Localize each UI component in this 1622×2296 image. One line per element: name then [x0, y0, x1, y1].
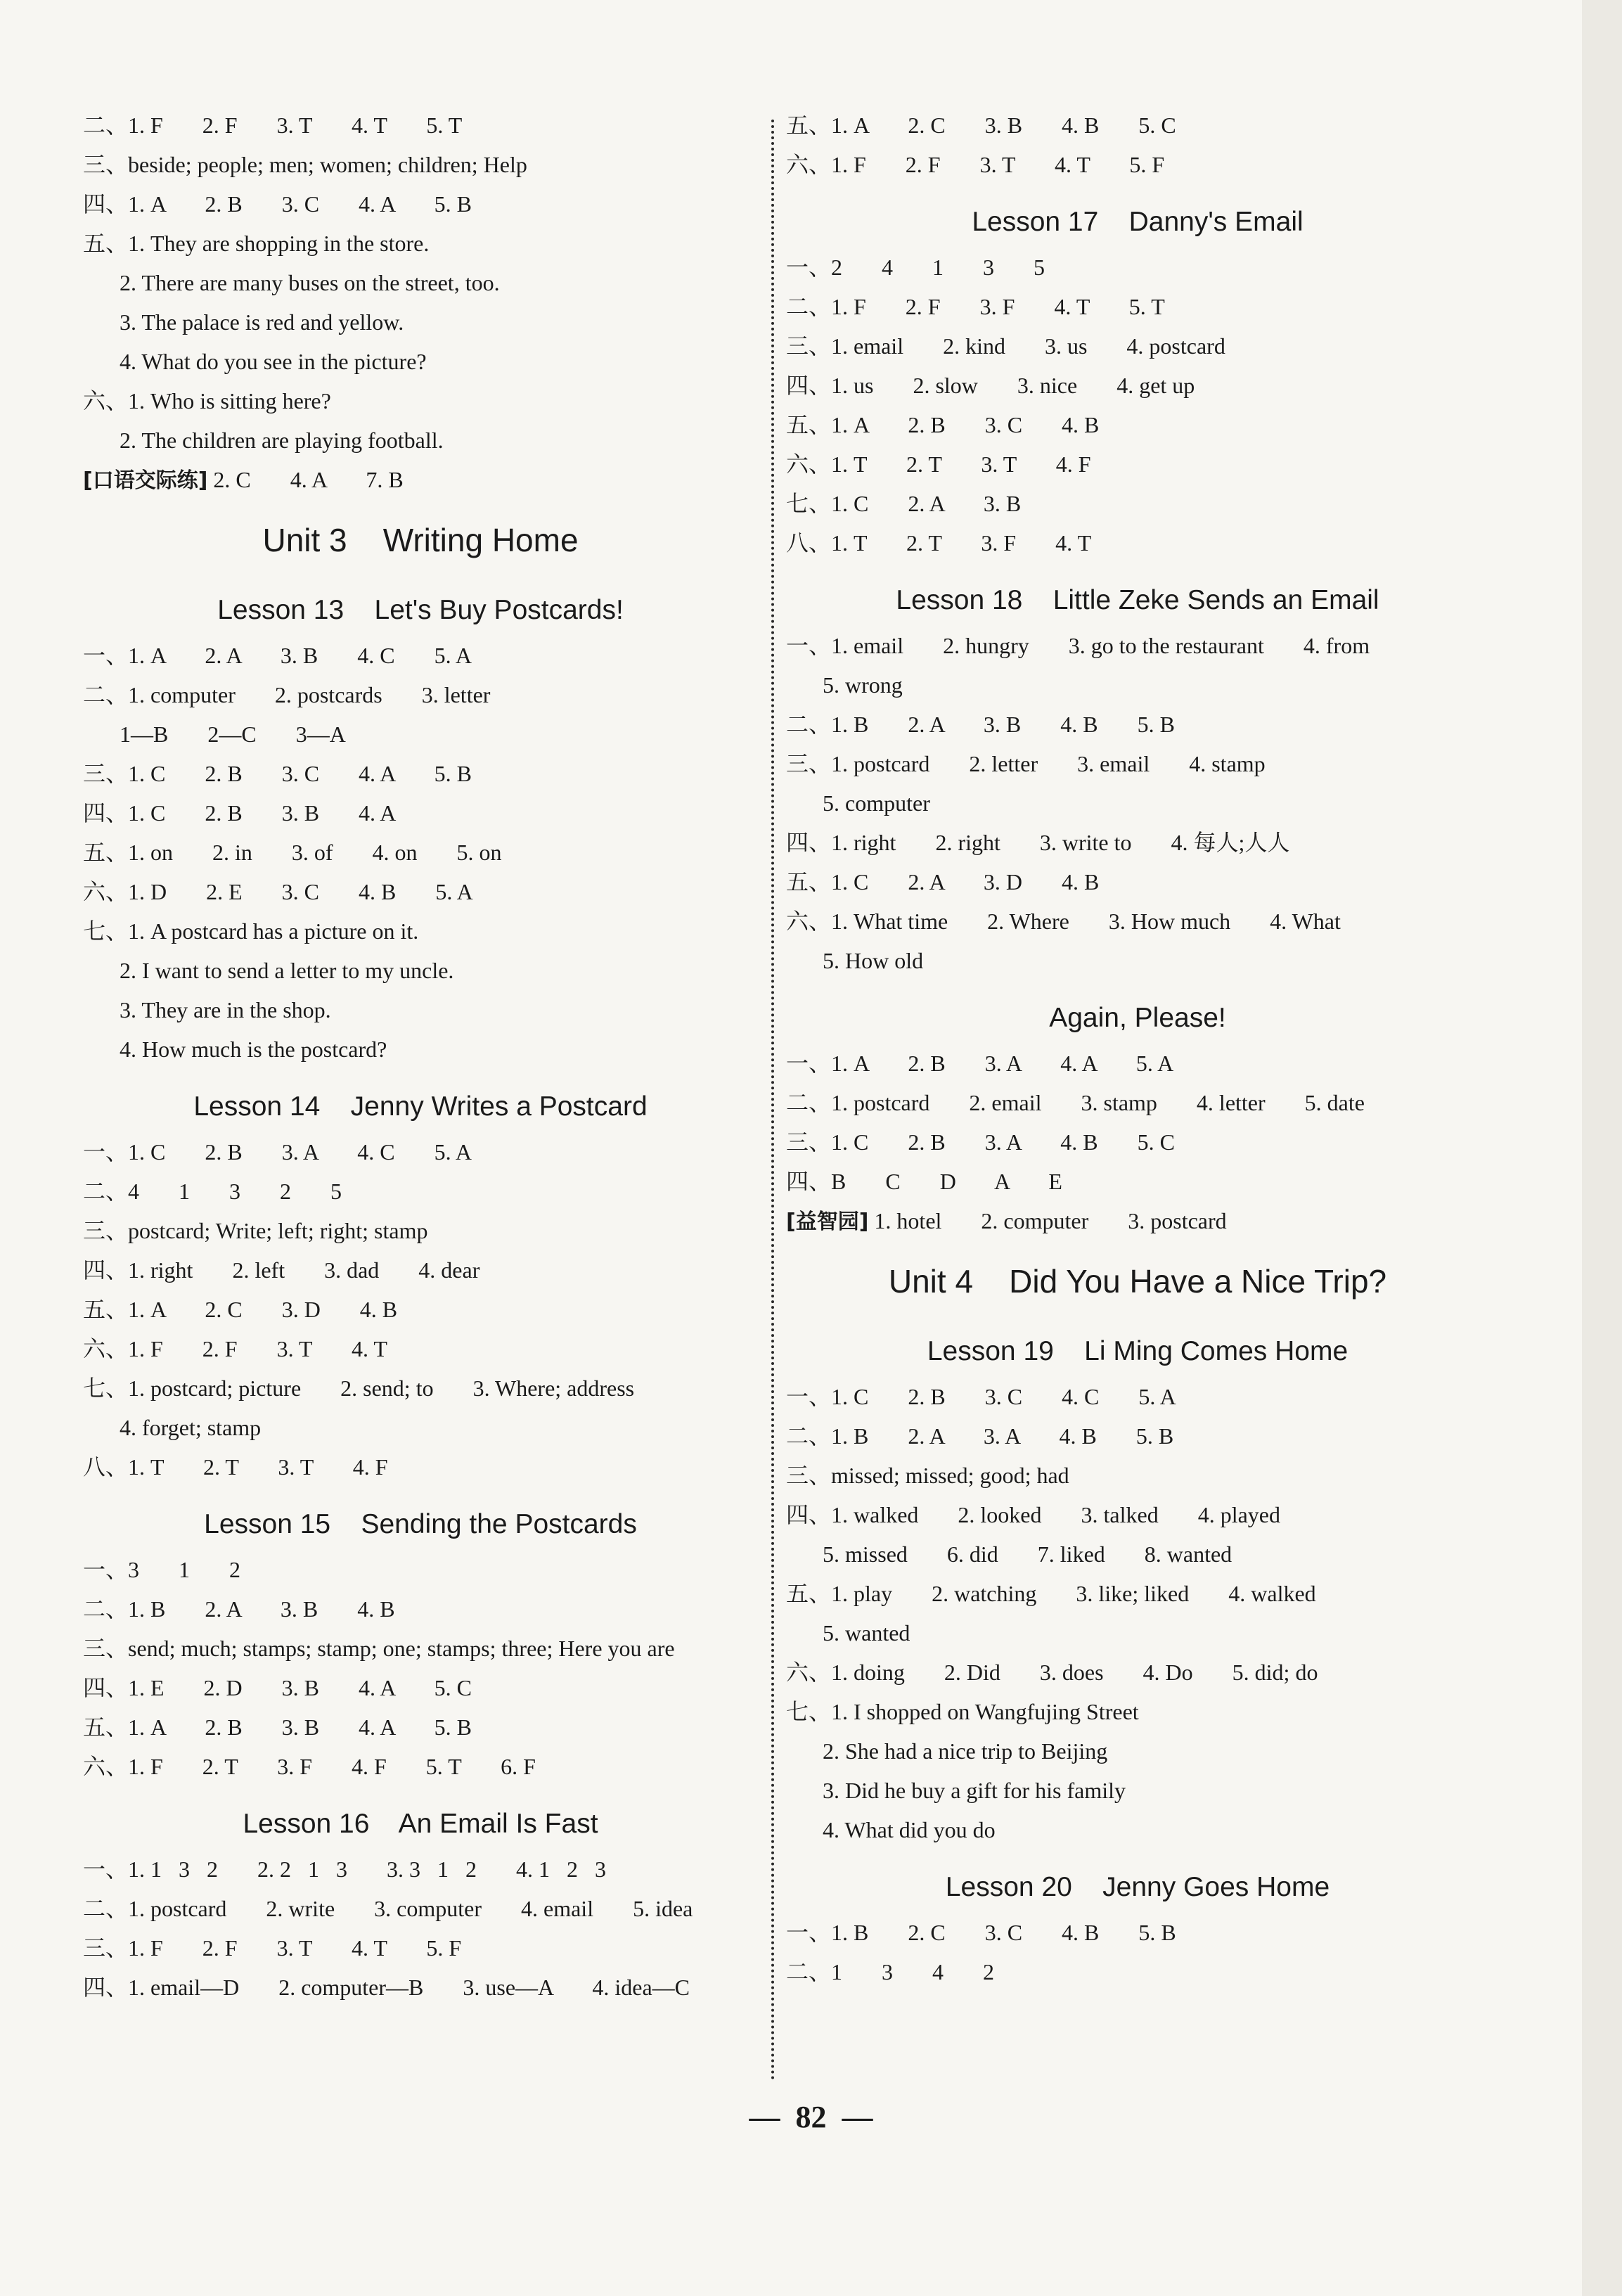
answer-line: 二、4 1 3 2 5: [83, 1179, 342, 1204]
lesson-heading: Lesson 18 Little Zeke Sends an Email: [896, 585, 1379, 615]
answer-line: 三、send; much; stamps; stamp; one; stamps; three; Here you are: [83, 1636, 675, 1661]
column-divider: [771, 120, 774, 2082]
answer-line: 四、1. A 2. B 3. C 4. A 5. B: [83, 191, 472, 217]
answer-line: 一、2 4 1 3 5: [786, 255, 1045, 280]
answer-line: 一、1. email 2. hungry 3. go to the restaurant 4. from: [786, 633, 1370, 658]
answer-line: 一、1. C 2. B 3. C 4. C 5. A: [786, 1384, 1176, 1409]
lesson-heading: Lesson 16 An Email Is Fast: [243, 1809, 598, 1839]
answer-line: 四、1. E 2. D 3. B 4. A 5. C: [83, 1675, 472, 1700]
answer-line: 六、1. doing 2. Did 3. does 4. Do 5. did; do: [786, 1660, 1318, 1685]
answer-line: 4. How much is the postcard?: [120, 1037, 387, 1062]
answer-line: 4. What do you see in the picture?: [120, 349, 427, 374]
answer-line: 二、1. F 2. F 3. F 4. T 5. T: [786, 294, 1165, 319]
answer-line: 二、1. B 2. A 3. A 4. B 5. B: [786, 1423, 1174, 1449]
answer-line: 三、1. email 2. kind 3. us 4. postcard: [786, 333, 1225, 359]
unit-heading: Unit 4 Did You Have a Nice Trip?: [888, 1263, 1387, 1300]
answer-line: 一、1. B 2. C 3. C 4. B 5. B: [786, 1920, 1176, 1945]
lesson-heading: Lesson 17 Danny's Email: [972, 207, 1304, 237]
page-number: — 82 —: [749, 2100, 873, 2134]
answer-line: 四、1. us 2. slow 3. nice 4. get up: [786, 373, 1195, 398]
answer-line: 5. missed 6. did 7. liked 8. wanted: [823, 1541, 1232, 1567]
answer-line: 一、3 1 2: [83, 1557, 241, 1582]
answer-line: 五、1. A 2. C 3. B 4. B 5. C: [786, 113, 1176, 138]
answer-line: 七、1. C 2. A 3. B: [786, 491, 1022, 516]
answer-line: 四、1. walked 2. looked 3. talked 4. played: [786, 1502, 1280, 1527]
answer-line: 3. Did he buy a gift for his family: [823, 1778, 1126, 1803]
answer-line: 六、1. Who is sitting here?: [83, 388, 331, 413]
bonus-answer-line: [83, 460, 758, 499]
answer-line: 1—B 2—C 3—A: [120, 721, 346, 747]
right-column: [786, 105, 1489, 1992]
answer-line: 四、B C D A E: [786, 1169, 1062, 1194]
answer-line: 二、1. postcard 2. write 3. computer 4. email 5. idea: [83, 1896, 693, 1921]
answer-line: 4. forget; stamp: [120, 1415, 262, 1440]
answer-line: 四、1. email—D 2. computer—B 3. use—A 4. idea—C: [83, 1975, 690, 2000]
answer-line: 一、1. A 2. B 3. A 4. A 5. A: [786, 1051, 1174, 1076]
answer-line: 3. The palace is red and yellow.: [120, 309, 404, 335]
answer-line: 五、1. on 2. in 3. of 4. on 5. on: [83, 840, 502, 865]
answer-line: 六、1. D 2. E 3. C 4. B 5. A: [83, 879, 473, 904]
unit-heading: Unit 3 Writing Home: [262, 522, 579, 558]
bonus-answer-line: [786, 1201, 1489, 1240]
answer-line: 七、1. I shopped on Wangfujing Street: [786, 1699, 1139, 1724]
answer-line: 2. The children are playing football.: [120, 428, 444, 453]
answer-line: 一、1. A 2. A 3. B 4. C 5. A: [83, 643, 472, 668]
answer-text: 2. C 4. A 7. B: [207, 467, 404, 492]
section-tag: [口语交际练]: [83, 468, 208, 493]
answer-line: 三、1. C 2. B 3. A 4. B 5. C: [786, 1129, 1175, 1155]
answer-line: 3. They are in the shop.: [120, 997, 331, 1022]
answer-line: 三、1. postcard 2. letter 3. email 4. stamp: [786, 751, 1266, 776]
answer-line: 二、1. F 2. F 3. T 4. T 5. T: [83, 113, 463, 138]
answer-line: 一、1. 1 3 2 2. 2 1 3 3. 3 1 2 4. 1 2 3: [83, 1856, 607, 1882]
answer-line: 五、1. A 2. C 3. D 4. B: [83, 1297, 398, 1322]
answer-line: 二、1. B 2. A 3. B 4. B 5. B: [786, 712, 1175, 737]
lesson-heading: Lesson 19 Li Ming Comes Home: [927, 1336, 1349, 1366]
answer-line: 二、1. computer 2. postcards 3. letter: [83, 682, 491, 707]
answer-line: 六、1. F 2. F 3. T 4. T 5. F: [786, 152, 1165, 177]
answer-line: 二、1 3 4 2: [786, 1959, 995, 1984]
answer-line: 2. I want to send a letter to my uncle.: [120, 958, 454, 983]
answer-line: 五、1. C 2. A 3. D 4. B: [786, 869, 1100, 894]
answer-line: 五、1. A 2. B 3. B 4. A 5. B: [83, 1714, 472, 1740]
scan-edge-shadow: [1582, 0, 1622, 2296]
answer-line: 2. There are many buses on the street, too.: [120, 270, 500, 295]
answer-line: 二、1. B 2. A 3. B 4. B: [83, 1596, 395, 1622]
answer-line: 五、1. A 2. B 3. C 4. B: [786, 412, 1100, 437]
answer-line: 七、1. postcard; picture 2. send; to 3. Where; address: [83, 1375, 635, 1401]
answer-line: 2. She had a nice trip to Beijing: [823, 1738, 1108, 1764]
section-tag: [益智园]: [786, 1210, 869, 1234]
answer-line: 4. What did you do: [823, 1817, 996, 1842]
answer-line: 六、1. F 2. T 3. F 4. F 5. T 6. F: [83, 1754, 536, 1779]
answer-line: 八、1. T 2. T 3. F 4. T: [786, 530, 1092, 556]
lesson-heading: Lesson 13 Let's Buy Postcards!: [217, 595, 624, 625]
answer-line: 七、1. A postcard has a picture on it.: [83, 918, 419, 944]
lesson-heading: Lesson 14 Jenny Writes a Postcard: [193, 1091, 648, 1122]
answer-line: 三、beside; people; men; women; children; Help: [83, 152, 527, 177]
answer-line: 四、1. right 2. right 3. write to 4. 每人;人人: [786, 830, 1290, 855]
answer-line: 四、1. C 2. B 3. B 4. A: [83, 800, 397, 826]
lesson-heading: Lesson 20 Jenny Goes Home: [945, 1872, 1330, 1902]
answer-line: 五、1. They are shopping in the store.: [83, 231, 430, 256]
answer-line: 六、1. F 2. F 3. T 4. T: [83, 1336, 387, 1361]
answer-line: 5. computer: [823, 790, 930, 816]
answer-line: 三、1. C 2. B 3. C 4. A 5. B: [83, 761, 472, 786]
answer-line: 二、1. postcard 2. email 3. stamp 4. letter 5. date: [786, 1090, 1365, 1115]
lesson-heading: Lesson 15 Sending the Postcards: [204, 1509, 637, 1539]
answer-line: 5. wrong: [823, 672, 903, 698]
answer-line: 三、missed; missed; good; had: [786, 1463, 1069, 1488]
answer-line: 一、1. C 2. B 3. A 4. C 5. A: [83, 1139, 472, 1165]
answer-line: 5. How old: [823, 948, 924, 973]
answer-line: 三、1. F 2. F 3. T 4. T 5. F: [83, 1935, 462, 1961]
answer-line: 六、1. T 2. T 3. T 4. F: [786, 451, 1091, 477]
answer-text: 1. hotel 2. computer 3. postcard: [868, 1208, 1227, 1233]
answer-line: 四、1. right 2. left 3. dad 4. dear: [83, 1257, 480, 1283]
left-column: [83, 105, 758, 2007]
answer-line: 八、1. T 2. T 3. T 4. F: [83, 1454, 388, 1480]
answer-line: 5. wanted: [823, 1620, 910, 1646]
answer-line: 六、1. What time 2. Where 3. How much 4. What: [786, 909, 1341, 934]
answer-line: 五、1. play 2. watching 3. like; liked 4. walked: [786, 1581, 1316, 1606]
answer-line: 三、postcard; Write; left; right; stamp: [83, 1218, 428, 1243]
lesson-heading: Again, Please!: [1049, 1003, 1226, 1033]
